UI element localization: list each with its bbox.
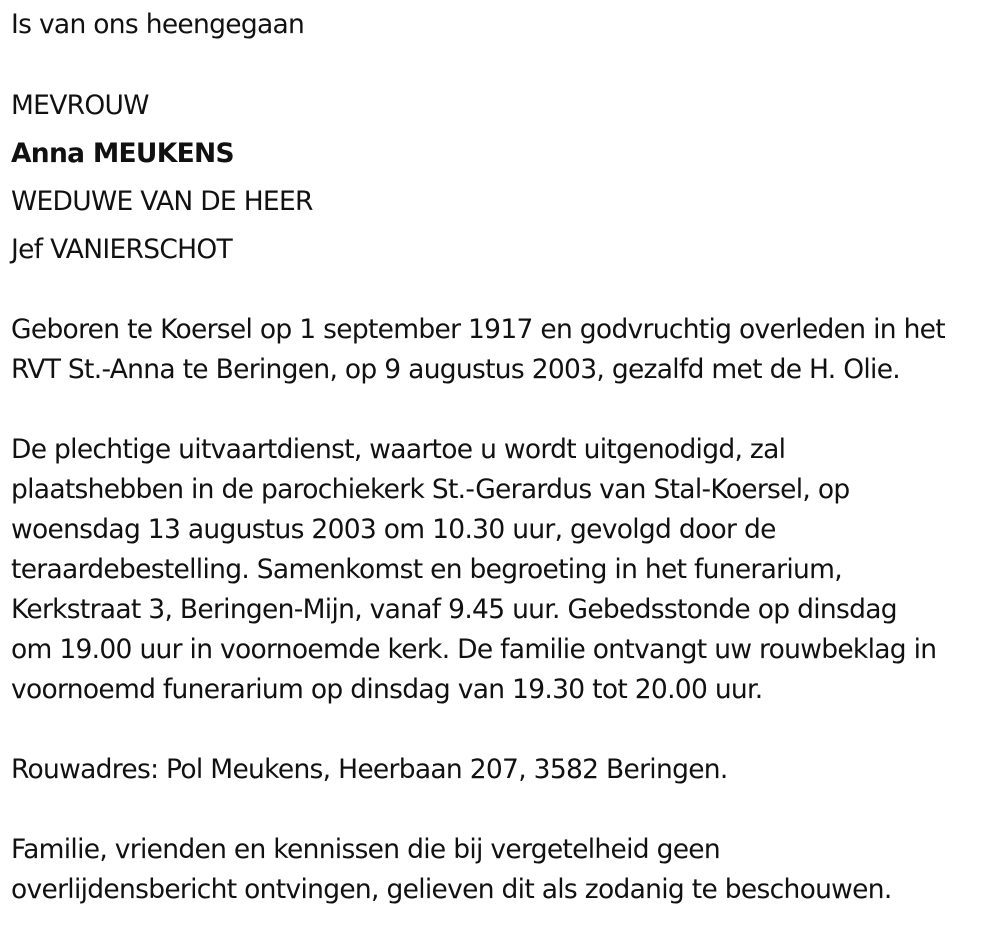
intro-text: Is van ons heengegaan	[11, 9, 305, 40]
deceased-relation: WEDUWE VAN DE HEER	[11, 186, 313, 217]
service-line: voornoemd funerarium op dinsdag van 19.30 tot 20.00 uur.	[11, 674, 763, 705]
deceased-name: Anna MEUKENS	[11, 138, 234, 169]
mourning-address: Rouwadres: Pol Meukens, Heerbaan 207, 3582 Beringen.	[11, 754, 728, 785]
closing-line: Familie, vrienden en kennissen die bij vergetelheid geen	[11, 834, 721, 865]
service-line: Kerkstraat 3, Beringen-Mijn, vanaf 9.45 uur. Gebedsstonde op dinsdag	[11, 594, 897, 625]
service-line: teraardebestelling. Samenkomst en begroeting in het funerarium,	[11, 554, 842, 585]
service-line: woensdag 13 augustus 2003 om 10.30 uur, gevolgd door de	[11, 514, 776, 545]
deceased-title: MEVROUW	[11, 90, 149, 121]
birth-line: RVT St.-Anna te Beringen, op 9 augustus 2003, gezalfd met de H. Olie.	[11, 354, 901, 385]
closing-line: overlijdensbericht ontvingen, gelieven dit als zodanig te beschouwen.	[11, 874, 892, 905]
service-line: om 19.00 uur in voornoemde kerk. De familie ontvangt uw rouwbeklag in	[11, 634, 937, 665]
service-line: plaatshebben in de parochiekerk St.-Gerardus van Stal-Koersel, op	[11, 474, 850, 505]
birth-line: Geboren te Koersel op 1 september 1917 en godvruchtig overleden in het	[11, 314, 945, 345]
spouse-name: Jef VANIERSCHOT	[11, 234, 233, 265]
service-line: De plechtige uitvaartdienst, waartoe u wordt uitgenodigd, zal	[11, 434, 786, 465]
